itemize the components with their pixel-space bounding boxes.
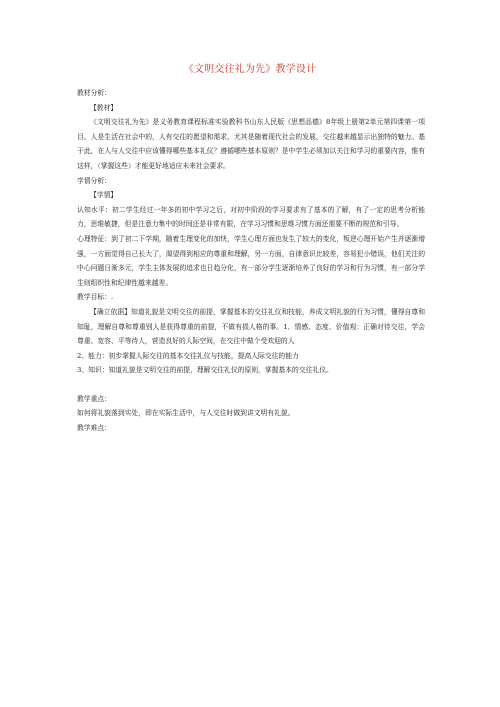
paragraph-cognitive-level: 认知水平：初二学生经过一年多的初中学习之后，对初中阶段的学习要求有了基本的了解，有了一定的思考分析能力，思维敏捷，但是注意力集中的时间还是非常有限，在学习习惯和思维习惯方面还需要不断的规范和引导。 xyxy=(77,205,425,229)
paragraph-goal-ability: 2、能力：初步掌握人际交往的基本交往礼仪与技能，提高人际交往的能力 xyxy=(77,351,299,360)
paragraph-textbook: 《文明交往礼为先》是义务教育课程标准实验教科书山东人民版《思想品德》8年级上册第2单元第四课第一项目。人是生活在社会中的，人有交往的愿望和需求，尤其是随着现代社会的发展，交往越来越显示出独特的魅力。基于此，在人与人交往中应该懂得哪些基本礼仪？遵循哪些基本原则？是中学生必须加以关注和学习的重要内容，惟有这样，（掌握这些）才能更好地适应未来社会要求。 xyxy=(77,118,425,170)
paragraph-goal-knowledge: 3、知识：知道礼貌是文明交往的前提，理解交往礼仪的原则，掌握基本的交往礼仪。 xyxy=(77,366,333,375)
section-heading-key-points: 教学重点： xyxy=(77,394,111,403)
section-heading-difficult-points: 教学难点： xyxy=(77,424,111,433)
paragraph-goal-basis: 【确立依据】知道礼貌是文明交往的前提，掌握基本的交往礼仪和技能，养成文明礼貌的行为习惯，懂得自尊和知耻，理解自尊和尊重别人是获得尊重的前提，不做有损人格的事。1、情感、态度、价值观：正确对待交往，学会尊重、宽容、平等待人，营造良好的人际空间，在交往中做个受欢迎的人 xyxy=(77,307,425,346)
section-heading-textbook-analysis: 教材分析： xyxy=(77,89,111,97)
paragraph-psychological-traits: 心理特征：到了初二下学期，随着生理变化的加快，学生心理方面也发生了较大的变化，叛逆心理开始产生并逐渐增强，一方面觉得自己长大了，渴望得到相应的尊重和理解，另一方面，自律意识比较差，容易犯小错误，他们关注的中心问题日渐多元，学生主体发展的追求也日趋分化，有一部分学生逐渐培养了良好的学习和行为习惯，有一部分学生则组织性和纪律性越来越差。 xyxy=(77,234,425,287)
section-label-student: 【学情】 xyxy=(90,191,118,200)
section-heading-teaching-goals: 教学目标：. xyxy=(77,293,114,302)
paragraph-key-points: 如何将礼貌落到实处，即在实际生活中，与人交往时做到讲文明有礼貌。 xyxy=(77,409,295,418)
blank-line xyxy=(77,378,425,392)
document-title: 《文明交往礼为先》教学设计 xyxy=(183,64,317,75)
document-body xyxy=(77,86,425,436)
section-label-textbook: 【教材】 xyxy=(90,103,118,112)
section-heading-student-analysis: 学情分析： xyxy=(77,176,111,185)
